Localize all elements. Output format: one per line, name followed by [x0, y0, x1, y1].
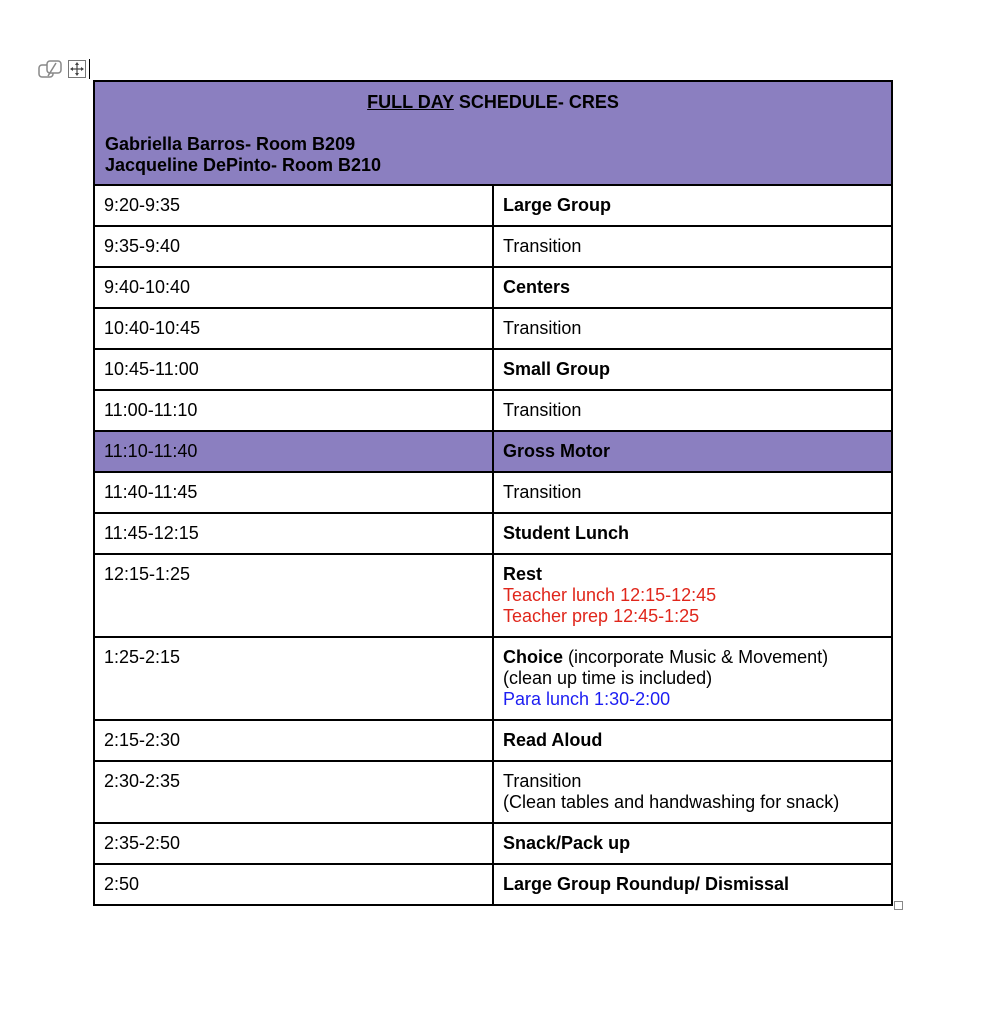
activity-cell: Large Group [493, 185, 892, 226]
teacher-2: Jacqueline DePinto- Room B210 [105, 155, 382, 175]
time-cell: 10:40-10:45 [94, 308, 493, 349]
activity-cell: Transition [493, 226, 892, 267]
table-row [94, 185, 892, 226]
activity-cell: Transition [493, 390, 892, 431]
title-rest: SCHEDULE- CRES [453, 92, 619, 112]
activity-cell: Snack/Pack up [493, 823, 892, 864]
time-cell: 11:00-11:10 [94, 390, 493, 431]
table-row [94, 267, 892, 308]
table-row [94, 390, 892, 431]
time-cell: 2:35-2:50 [94, 823, 493, 864]
schedule-title [105, 92, 881, 113]
activity-cell [493, 637, 892, 720]
activity-cell [493, 761, 892, 823]
header-row [94, 81, 892, 185]
header-cell [94, 81, 892, 185]
teacher-1: Gabriella Barros- Room B209 [105, 134, 356, 154]
activity-title-line [503, 647, 882, 668]
time-cell: 11:45-12:15 [94, 513, 493, 554]
schedule-table [93, 80, 893, 906]
table-row-highlighted [94, 431, 892, 472]
table-row [94, 864, 892, 905]
time-cell: 9:35-9:40 [94, 226, 493, 267]
time-cell: 12:15-1:25 [94, 554, 493, 637]
table-row [94, 513, 892, 554]
table-row [94, 472, 892, 513]
activity-note: (clean up time is included) [503, 668, 713, 688]
time-cell: 9:20-9:35 [94, 185, 493, 226]
time-cell: 9:40-10:40 [94, 267, 493, 308]
activity-cell: Student Lunch [493, 513, 892, 554]
table-row [94, 308, 892, 349]
activity-note: Para lunch 1:30-2:00 [503, 689, 671, 709]
table-row [94, 720, 892, 761]
time-cell: 2:30-2:35 [94, 761, 493, 823]
table-lock-icon[interactable] [36, 58, 66, 80]
activity-note: Teacher prep 12:45-1:25 [503, 606, 700, 626]
time-cell: 11:10-11:40 [94, 431, 493, 472]
table-row [94, 349, 892, 390]
activity-title: Choice [503, 647, 564, 667]
table-row [94, 823, 892, 864]
table-row [94, 761, 892, 823]
table-row [94, 226, 892, 267]
activity-cell: Large Group Roundup/ Dismissal [493, 864, 892, 905]
activity-cell [493, 554, 892, 637]
time-cell: 2:50 [94, 864, 493, 905]
time-cell: 2:15-2:30 [94, 720, 493, 761]
time-cell: 10:45-11:00 [94, 349, 493, 390]
table-handles [36, 58, 90, 80]
table-move-icon[interactable] [68, 60, 86, 78]
activity-cell: Small Group [493, 349, 892, 390]
activity-cell: Read Aloud [493, 720, 892, 761]
activity-note: Teacher lunch 12:15-12:45 [503, 585, 717, 605]
activity-note: (Clean tables and handwashing for snack) [503, 792, 840, 812]
table-row [94, 554, 892, 637]
time-cell: 1:25-2:15 [94, 637, 493, 720]
activity-cell: Centers [493, 267, 892, 308]
activity-title: Rest [503, 564, 543, 584]
table-resize-icon[interactable] [894, 901, 903, 910]
teacher-list [105, 134, 881, 176]
text-cursor [89, 59, 90, 79]
activity-cell: Transition [493, 472, 892, 513]
time-cell: 11:40-11:45 [94, 472, 493, 513]
activity-cell: Gross Motor [493, 431, 892, 472]
table-row [94, 637, 892, 720]
title-underlined: FULL DAY [367, 92, 454, 112]
activity-detail: (incorporate Music & Movement) [563, 647, 829, 667]
activity-title: Transition [503, 771, 582, 791]
activity-cell: Transition [493, 308, 892, 349]
